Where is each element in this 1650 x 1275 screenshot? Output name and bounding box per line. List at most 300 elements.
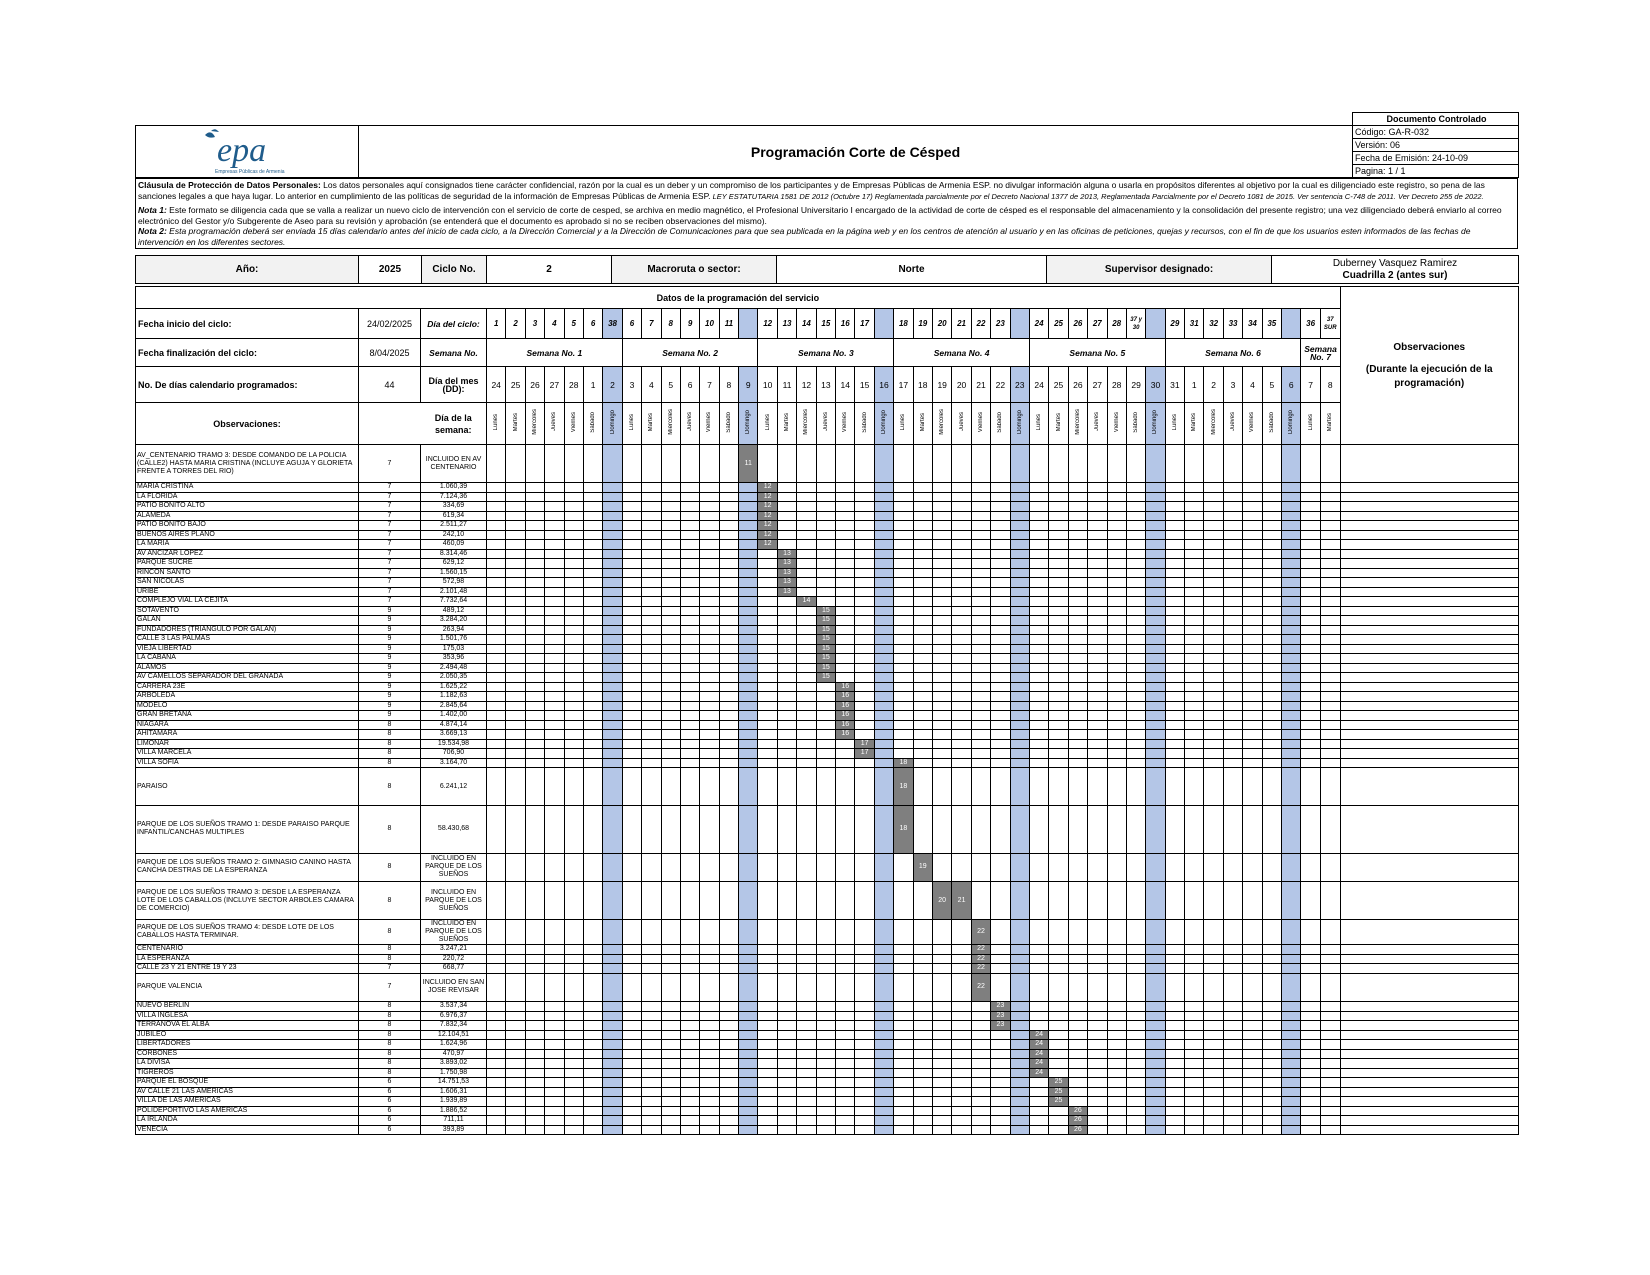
row-frequency: 7 bbox=[359, 568, 421, 578]
schedule-cell bbox=[1029, 853, 1048, 882]
row-area: 7.124,36 bbox=[421, 492, 487, 502]
schedule-cell bbox=[1049, 954, 1068, 964]
schedule-cell bbox=[913, 616, 932, 626]
schedule-cell bbox=[913, 644, 932, 654]
schedule-cell bbox=[816, 502, 835, 512]
schedule-cell bbox=[894, 954, 913, 964]
schedule-cell bbox=[894, 1059, 913, 1069]
schedule-cell bbox=[874, 711, 893, 721]
schedule-cell bbox=[797, 945, 816, 955]
schedule-cell bbox=[739, 806, 758, 854]
schedule-cell bbox=[1185, 730, 1204, 740]
schedule-cell bbox=[1107, 502, 1126, 512]
schedule-cell bbox=[700, 720, 719, 730]
schedule-cell bbox=[1262, 682, 1281, 692]
schedule-cell bbox=[874, 511, 893, 521]
schedule-cell bbox=[1262, 492, 1281, 502]
schedule-cell bbox=[1320, 692, 1340, 702]
schedule-cell bbox=[1204, 954, 1223, 964]
schedule-cell bbox=[583, 692, 602, 702]
schedule-cell bbox=[1165, 768, 1184, 806]
schedule-cell bbox=[932, 749, 951, 759]
row-sector-name: LA MARIA bbox=[136, 540, 359, 550]
schedule-cell bbox=[816, 1078, 835, 1088]
schedule-cell bbox=[487, 549, 506, 559]
schedule-cell bbox=[1146, 945, 1165, 955]
schedule-cell bbox=[816, 1030, 835, 1040]
schedule-cell bbox=[952, 682, 971, 692]
weekday-name: Jueves bbox=[551, 412, 558, 432]
schedule-cell bbox=[971, 1068, 990, 1078]
schedule-cell bbox=[739, 692, 758, 702]
schedule-cell bbox=[700, 483, 719, 493]
schedule-cell bbox=[545, 1002, 564, 1012]
schedule-cell bbox=[1301, 1059, 1320, 1069]
schedule-cell bbox=[991, 945, 1010, 955]
month-day-cell: 8 bbox=[1320, 367, 1340, 403]
schedule-cell bbox=[506, 578, 525, 588]
schedule-cell bbox=[1223, 1097, 1242, 1107]
schedule-cell bbox=[913, 597, 932, 607]
schedule-cell bbox=[1262, 1030, 1281, 1040]
schedule-cell bbox=[622, 1040, 641, 1050]
weekday-name: Domingo bbox=[1288, 409, 1295, 434]
month-day-cell: 2 bbox=[603, 367, 622, 403]
schedule-cell bbox=[1204, 578, 1223, 588]
schedule-cell bbox=[777, 606, 796, 616]
schedule-cell bbox=[797, 483, 816, 493]
schedule-cell bbox=[1010, 606, 1029, 616]
schedule-cell bbox=[622, 739, 641, 749]
schedule-cell bbox=[1029, 701, 1048, 711]
schedule-cell bbox=[583, 749, 602, 759]
schedule-cell bbox=[816, 920, 835, 945]
schedule-cell bbox=[913, 1030, 932, 1040]
row-area: 1.939,89 bbox=[421, 1097, 487, 1107]
schedule-cell bbox=[642, 1049, 661, 1059]
schedule-cell bbox=[913, 1125, 932, 1135]
schedule-cell bbox=[894, 1097, 913, 1107]
schedule-cell bbox=[1243, 654, 1262, 664]
scheduled-day-mark: 22 bbox=[971, 945, 990, 955]
schedule-cell bbox=[525, 625, 544, 635]
schedule-cell bbox=[1068, 739, 1087, 749]
schedule-cell bbox=[777, 682, 796, 692]
schedule-cell bbox=[1185, 1059, 1204, 1069]
schedule-cell bbox=[1243, 511, 1262, 521]
schedule-cell bbox=[1223, 806, 1242, 854]
schedule-cell bbox=[661, 945, 680, 955]
row-frequency: 8 bbox=[359, 1011, 421, 1021]
schedule-cell bbox=[1068, 1097, 1087, 1107]
row-sector-name: CALLE 3 LAS PALMAS bbox=[136, 635, 359, 645]
schedule-cell bbox=[603, 540, 622, 550]
schedule-cell bbox=[1223, 1021, 1242, 1031]
weekday-name: Viernes bbox=[977, 411, 984, 433]
schedule-cell bbox=[1282, 1049, 1301, 1059]
schedule-cell bbox=[680, 568, 699, 578]
schedule-cell bbox=[913, 1078, 932, 1088]
schedule-cell bbox=[1282, 964, 1301, 974]
schedule-cell bbox=[1088, 1116, 1107, 1126]
schedule-cell bbox=[1204, 701, 1223, 711]
schedule-cell bbox=[1282, 597, 1301, 607]
scheduled-day-mark: 16 bbox=[836, 701, 855, 711]
schedule-cell bbox=[642, 758, 661, 768]
schedule-cell bbox=[545, 945, 564, 955]
schedule-cell bbox=[1029, 973, 1048, 1002]
schedule-cell bbox=[1068, 720, 1087, 730]
schedule-cell bbox=[1185, 568, 1204, 578]
schedule-cell bbox=[680, 606, 699, 616]
schedule-cell bbox=[1107, 578, 1126, 588]
schedule-cell bbox=[525, 483, 544, 493]
schedule-cell bbox=[971, 673, 990, 683]
schedule-cell bbox=[777, 720, 796, 730]
schedule-cell bbox=[777, 1106, 796, 1116]
row-area: 353,96 bbox=[421, 654, 487, 664]
schedule-cell bbox=[1185, 758, 1204, 768]
schedule-cell bbox=[1088, 1030, 1107, 1040]
schedule-cell bbox=[1301, 492, 1320, 502]
schedule-cell bbox=[525, 540, 544, 550]
schedule-cell bbox=[525, 1106, 544, 1116]
schedule-cell bbox=[894, 1106, 913, 1116]
schedule-cell bbox=[545, 1087, 564, 1097]
schedule-cell bbox=[1204, 964, 1223, 974]
schedule-cell bbox=[1262, 964, 1281, 974]
schedule-cell bbox=[932, 973, 951, 1002]
schedule-cell bbox=[758, 1068, 777, 1078]
schedule-cell bbox=[506, 730, 525, 740]
schedule-cell bbox=[719, 1030, 738, 1040]
schedule-cell bbox=[894, 711, 913, 721]
schedule-cell bbox=[874, 587, 893, 597]
schedule-cell bbox=[739, 578, 758, 588]
schedule-cell bbox=[855, 559, 874, 569]
schedule-cell bbox=[913, 711, 932, 721]
schedule-cell bbox=[777, 1049, 796, 1059]
schedule-cell bbox=[1262, 692, 1281, 702]
weekday-name: Martes bbox=[1055, 412, 1062, 432]
schedule-cell bbox=[583, 663, 602, 673]
schedule-cell bbox=[991, 597, 1010, 607]
document-header bbox=[135, 112, 1519, 178]
schedule-cell bbox=[603, 587, 622, 597]
schedule-cell bbox=[525, 711, 544, 721]
schedule-cell bbox=[758, 1049, 777, 1059]
schedule-cell bbox=[583, 730, 602, 740]
schedule-cell bbox=[1262, 568, 1281, 578]
schedule-cell bbox=[777, 1002, 796, 1012]
schedule-cell bbox=[971, 559, 990, 569]
schedule-cell bbox=[525, 1040, 544, 1050]
schedule-cell bbox=[932, 549, 951, 559]
schedule-cell bbox=[971, 1116, 990, 1126]
row-observation bbox=[1340, 1078, 1518, 1088]
schedule-cell bbox=[952, 540, 971, 550]
schedule-cell bbox=[1262, 720, 1281, 730]
schedule-cell bbox=[1301, 1116, 1320, 1126]
schedule-cell bbox=[1223, 1116, 1242, 1126]
schedule-cell bbox=[506, 635, 525, 645]
schedule-cell bbox=[1165, 1002, 1184, 1012]
schedule-cell bbox=[1282, 616, 1301, 626]
schedule-cell bbox=[1282, 445, 1301, 483]
schedule-cell bbox=[1126, 511, 1145, 521]
schedule-cell bbox=[1088, 1078, 1107, 1088]
scheduled-day-mark: 17 bbox=[855, 739, 874, 749]
schedule-cell bbox=[777, 973, 796, 1002]
schedule-cell bbox=[1185, 711, 1204, 721]
schedule-cell bbox=[1068, 768, 1087, 806]
schedule-cell bbox=[525, 511, 544, 521]
schedule-cell bbox=[545, 1059, 564, 1069]
schedule-cell bbox=[545, 616, 564, 626]
schedule-cell bbox=[874, 701, 893, 711]
schedule-cell bbox=[545, 973, 564, 1002]
schedule-cell bbox=[932, 853, 951, 882]
schedule-cell bbox=[1204, 1068, 1223, 1078]
schedule-cell bbox=[1282, 654, 1301, 664]
schedule-cell bbox=[603, 1030, 622, 1040]
schedule-cell bbox=[952, 964, 971, 974]
row-sector-name: ALAMOS bbox=[136, 663, 359, 673]
schedule-cell bbox=[1049, 768, 1068, 806]
schedule-cell bbox=[525, 768, 544, 806]
schedule-cell bbox=[1223, 882, 1242, 920]
month-day-cell: 15 bbox=[855, 367, 874, 403]
schedule-cell bbox=[1243, 483, 1262, 493]
schedule-cell bbox=[894, 882, 913, 920]
month-day-cell: 7 bbox=[1301, 367, 1320, 403]
schedule-cell bbox=[661, 616, 680, 626]
schedule-cell bbox=[1126, 682, 1145, 692]
row-sector-name: PARQUE VALENCIA bbox=[136, 973, 359, 1002]
schedule-cell bbox=[1262, 644, 1281, 654]
schedule-cell bbox=[1146, 882, 1165, 920]
schedule-cell bbox=[1204, 673, 1223, 683]
row-frequency: 8 bbox=[359, 739, 421, 749]
schedule-cell bbox=[1068, 673, 1087, 683]
schedule-cell bbox=[583, 1068, 602, 1078]
table-row bbox=[136, 1087, 1519, 1097]
schedule-cell bbox=[836, 445, 855, 483]
schedule-cell bbox=[777, 730, 796, 740]
schedule-cell bbox=[913, 920, 932, 945]
row-sector-name: ALAMEDA bbox=[136, 511, 359, 521]
clause-paragraph: Cláusula de Protección de Datos Personales: Los datos personales aquí consignados tiene carácter confidencial, razón por la cual es un deber y un compromiso de los participantes y de Empresas Públicas de Armenia ESP. no divulgar información alguna o usarla en propósitos diferentes al objetivo por la cual es diligenciado este registro, so pena de las sanciones legales a que haya lugar. Lo anterior en cumplimiento de las políticas de seguridad de la información de Empresas Públicas de Armenia ESP. LEY ESTATUTARIA 1581 DE 2012 (Octubre 17) Reglamentada parcialmente por el Decreto Nacional 1377 de 2013, Reglamentada Parcialmente por el Decreto 1081 de 2015. Ver sentencia C-748 de 2011. Ver Decreto 255 de 2022. bbox=[138, 180, 1485, 201]
schedule-cell bbox=[622, 692, 641, 702]
schedule-cell bbox=[894, 682, 913, 692]
schedule-cell bbox=[1146, 635, 1165, 645]
schedule-cell bbox=[1320, 1030, 1340, 1040]
schedule-cell bbox=[932, 445, 951, 483]
note1-paragraph: Nota 1: Este formato se diligencia cada que se valla a realizar un nuevo ciclo de intervención con el servicio de corte de cesped, se archiva en medio magnético, el Profesional Universitario I encargado de la actividad de corte de césped es el responsable del almacenamiento y la consolidación del presente registro; una vez diligenciado deberá enviarlo al correo electrónico del Gestor y/o Subgerente de Aseo para su revisión y aprobación (se entenderá que el documento es aprobado si no se reciben observaciones del mismo). bbox=[138, 205, 1502, 226]
schedule-cell bbox=[739, 1097, 758, 1107]
schedule-cell bbox=[1088, 483, 1107, 493]
schedule-cell bbox=[855, 768, 874, 806]
schedule-cell bbox=[603, 663, 622, 673]
cycle-day-cell: 37 y 30 bbox=[1126, 309, 1145, 339]
schedule-cell bbox=[971, 682, 990, 692]
schedule-cell bbox=[680, 445, 699, 483]
row-area: 706,90 bbox=[421, 749, 487, 759]
schedule-cell bbox=[894, 1125, 913, 1135]
schedule-cell bbox=[1320, 1040, 1340, 1050]
schedule-cell bbox=[661, 749, 680, 759]
cycle-day-cell: 4 bbox=[545, 309, 564, 339]
schedule-cell bbox=[913, 1106, 932, 1116]
schedule-cell bbox=[583, 1030, 602, 1040]
schedule-cell bbox=[487, 1049, 506, 1059]
schedule-cell bbox=[642, 692, 661, 702]
schedule-cell bbox=[758, 673, 777, 683]
schedule-cell bbox=[506, 1106, 525, 1116]
row-observation bbox=[1340, 644, 1518, 654]
schedule-cell bbox=[1010, 954, 1029, 964]
schedule-cell bbox=[525, 587, 544, 597]
schedule-cell bbox=[506, 549, 525, 559]
schedule-cell bbox=[991, 1030, 1010, 1040]
schedule-cell bbox=[1223, 559, 1242, 569]
schedule-cell bbox=[855, 597, 874, 607]
schedule-cell bbox=[952, 973, 971, 1002]
row-frequency: 8 bbox=[359, 768, 421, 806]
schedule-cell bbox=[1146, 768, 1165, 806]
schedule-cell bbox=[1223, 530, 1242, 540]
schedule-cell bbox=[545, 1030, 564, 1040]
month-day-cell: 20 bbox=[952, 367, 971, 403]
row-area: 2.494,48 bbox=[421, 663, 487, 673]
schedule-cell bbox=[545, 540, 564, 550]
weekday-cell bbox=[874, 403, 893, 445]
schedule-cell bbox=[642, 711, 661, 721]
schedule-cell bbox=[971, 1021, 990, 1031]
schedule-cell bbox=[1204, 749, 1223, 759]
schedule-cell bbox=[1126, 616, 1145, 626]
schedule-cell bbox=[1107, 749, 1126, 759]
scheduled-day-mark: 24 bbox=[1029, 1030, 1048, 1040]
schedule-cell bbox=[719, 673, 738, 683]
schedule-cell bbox=[545, 530, 564, 540]
schedule-cell bbox=[680, 644, 699, 654]
weekday-name: Viernes bbox=[570, 411, 577, 433]
schedule-cell bbox=[603, 1068, 622, 1078]
month-day-cell: 23 bbox=[1010, 367, 1029, 403]
schedule-cell bbox=[932, 616, 951, 626]
schedule-cell bbox=[952, 1125, 971, 1135]
cycle-day-cell: 29 bbox=[1165, 309, 1184, 339]
schedule-cell bbox=[1243, 682, 1262, 692]
weekday-name: Lunes bbox=[1036, 413, 1043, 431]
row-frequency: 8 bbox=[359, 749, 421, 759]
schedule-cell bbox=[1146, 701, 1165, 711]
schedule-cell bbox=[1320, 1116, 1340, 1126]
schedule-cell bbox=[1107, 635, 1126, 645]
month-day-cell: 5 bbox=[1262, 367, 1281, 403]
cycle-day-cell: 3 bbox=[525, 309, 544, 339]
schedule-cell bbox=[758, 882, 777, 920]
row-sector-name: PARAISO bbox=[136, 768, 359, 806]
schedule-cell bbox=[487, 1078, 506, 1088]
schedule-cell bbox=[700, 445, 719, 483]
schedule-cell bbox=[758, 682, 777, 692]
row-frequency: 7 bbox=[359, 587, 421, 597]
weekday-name: Jueves bbox=[822, 412, 829, 432]
schedule-cell bbox=[680, 1002, 699, 1012]
schedule-cell bbox=[1107, 483, 1126, 493]
schedule-cell bbox=[1320, 1078, 1340, 1088]
schedule-cell bbox=[1243, 540, 1262, 550]
schedule-cell bbox=[932, 954, 951, 964]
schedule-cell bbox=[971, 1049, 990, 1059]
schedule-cell bbox=[564, 1030, 583, 1040]
schedule-cell bbox=[932, 701, 951, 711]
schedule-cell bbox=[971, 521, 990, 531]
schedule-cell bbox=[487, 973, 506, 1002]
schedule-cell bbox=[719, 739, 738, 749]
schedule-cell bbox=[1262, 920, 1281, 945]
schedule-cell bbox=[583, 530, 602, 540]
schedule-cell bbox=[894, 540, 913, 550]
schedule-cell bbox=[487, 1125, 506, 1135]
schedule-cell bbox=[991, 711, 1010, 721]
schedule-cell bbox=[758, 730, 777, 740]
schedule-cell bbox=[1146, 663, 1165, 673]
month-day-cell: 7 bbox=[700, 367, 719, 403]
schedule-cell bbox=[932, 1097, 951, 1107]
schedule-cell bbox=[739, 711, 758, 721]
schedule-cell bbox=[1146, 549, 1165, 559]
weekday-cell bbox=[855, 403, 874, 445]
weekday-name: Viernes bbox=[1113, 411, 1120, 433]
schedule-cell bbox=[816, 945, 835, 955]
schedule-cell bbox=[991, 806, 1010, 854]
schedule-cell bbox=[816, 692, 835, 702]
month-day-cell: 22 bbox=[991, 367, 1010, 403]
schedule-cell bbox=[777, 1125, 796, 1135]
schedule-cell bbox=[642, 673, 661, 683]
schedule-cell bbox=[1204, 654, 1223, 664]
schedule-cell bbox=[583, 954, 602, 964]
schedule-cell bbox=[894, 530, 913, 540]
table-row bbox=[136, 730, 1519, 740]
row-observation bbox=[1340, 492, 1518, 502]
schedule-cell bbox=[855, 1002, 874, 1012]
schedule-cell bbox=[583, 964, 602, 974]
schedule-cell bbox=[1088, 720, 1107, 730]
schedule-cell bbox=[1146, 1125, 1165, 1135]
schedule-cell bbox=[1126, 1049, 1145, 1059]
schedule-cell bbox=[739, 1078, 758, 1088]
schedule-cell bbox=[874, 568, 893, 578]
schedule-cell bbox=[797, 853, 816, 882]
schedule-cell bbox=[952, 1049, 971, 1059]
schedule-cell bbox=[487, 701, 506, 711]
schedule-cell bbox=[932, 720, 951, 730]
schedule-cell bbox=[642, 597, 661, 607]
table-row bbox=[136, 568, 1519, 578]
schedule-cell bbox=[506, 540, 525, 550]
row-area: 460,09 bbox=[421, 540, 487, 550]
schedule-cell bbox=[797, 806, 816, 854]
table-row bbox=[136, 711, 1519, 721]
schedule-cell bbox=[1282, 739, 1301, 749]
schedule-cell bbox=[603, 597, 622, 607]
schedule-cell bbox=[1126, 540, 1145, 550]
schedule-cell bbox=[525, 597, 544, 607]
